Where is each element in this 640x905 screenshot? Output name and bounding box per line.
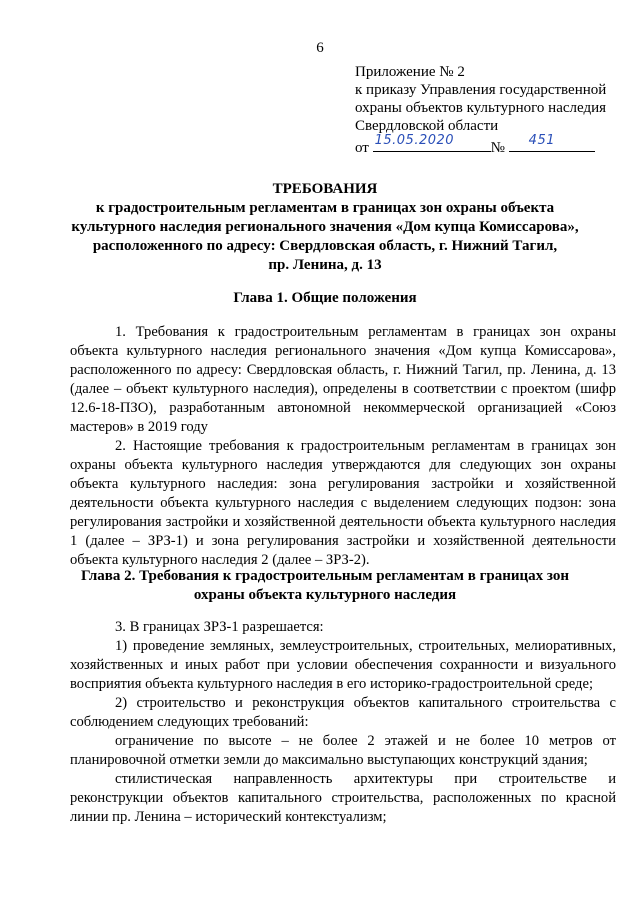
from-label: от: [355, 140, 369, 156]
chapter-2-heading-line-1: Глава 2. Требования к градостроительным регламентам в границах зон: [80, 568, 570, 584]
chapter-2-body: [70, 618, 616, 827]
title-line-2: культурного наследия регионального значения «Дом купца Комиссарова»,: [71, 219, 579, 235]
document-title: [60, 180, 590, 275]
appendix-date-line: [355, 135, 606, 157]
appendix-line-3: охраны объектов культурного наследия: [355, 100, 607, 116]
paragraph-3: 3. В границах ЗРЗ-1 разрешается:: [115, 619, 324, 635]
appendix-line-1: Приложение № 2: [355, 64, 465, 80]
title-line-4: пр. Ленина, д. 13: [268, 257, 382, 273]
chapter-1-body: [70, 323, 616, 570]
paragraph-3-item-2-height: ограничение по высоте – не более 2 этажей и не более 10 метров от планировочной отметки земли до максимально выступающих конструкций здания;: [70, 733, 616, 768]
paragraph-2: 2. Настоящие требования к градостроительным регламентам в границах зон охраны объекта культурного наследия утверждаются для следующих зон охраны объекта культурного наследия: зона регулирования застройки и хозяйственной деятельности объекта культурного наследия с выделением следующих подзон: зона регулирования застройки и хозяйственной деятельности объекта культурного наследия 1 (далее – ЗРЗ-1) и зона регулирования застройки и хозяйственной деятельности объекта культурного наследия 2 (далее – ЗРЗ-2).: [70, 438, 616, 568]
date-field: [373, 135, 491, 152]
number-label: №: [490, 140, 505, 156]
paragraph-3-item-2: 2) строительство и реконструкция объектов капитального строительства с соблюдением следующих требований:: [70, 695, 616, 730]
paragraph-3-item-1: 1) проведение земляных, землеустроительных, строительных, мелиоративных, хозяйственных и иных работ при условии обеспечения сохранности и визуального восприятия объекта культурного наследия в его историко-градостроительной среде;: [70, 638, 616, 692]
title-line-3: расположенного по адресу: Свердловская область, г. Нижний Тагил,: [92, 238, 558, 254]
chapter-2-heading-line-2: охраны объекта культурного наследия: [193, 587, 457, 603]
paragraph-1: 1. Требования к градостроительным регламентам в границах зон охраны объекта культурного наследия регионального значения «Дом купца Комиссарова», расположенного по адресу: Свердловская область, г. Нижний Тагил, пр. Ленина, д. 13 (далее – объект культурного наследия), определены в соответствии с проектом (шифр 12.6-18-ПЗО), разработанным автономной некоммерческой организацией «Союз мастеров» в 2019 году: [70, 324, 616, 435]
paragraph-3-item-2-style: стилистическая направленность архитектуры при строительстве и реконструкции объектов капитального строительства, расположенных по красной линии пр. Ленина – исторический контекстуализм;: [70, 771, 616, 825]
chapter-2-heading: [60, 567, 590, 605]
number-field: [509, 135, 595, 152]
chapter-1-heading: Глава 1. Общие положения: [233, 290, 417, 306]
title-heading: ТРЕБОВАНИЯ: [272, 181, 378, 197]
appendix-block: [355, 63, 606, 157]
appendix-line-4: Свердловской области: [355, 118, 499, 134]
appendix-line-2: к приказу Управления государственной: [355, 82, 607, 98]
title-line-1: к градостроительным регламентам в границах зон охраны объекта: [95, 200, 555, 216]
handwritten-date: 15.05.2020: [374, 133, 455, 148]
page-number: 6: [316, 40, 324, 56]
handwritten-number: 451: [528, 133, 555, 148]
